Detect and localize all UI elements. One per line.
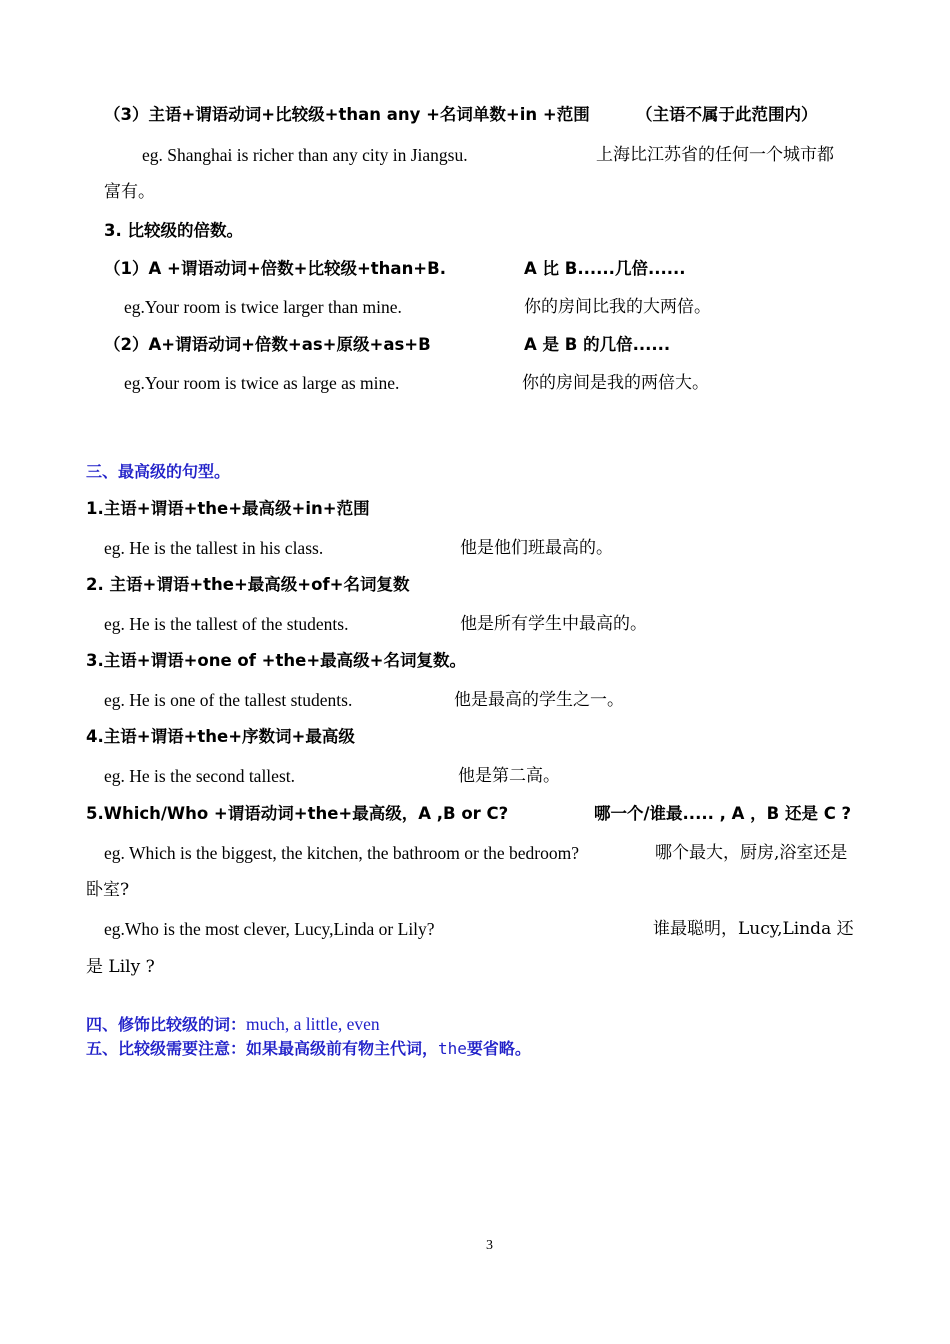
example-cn: 哪个最大，厨房,浴室还是 xyxy=(655,843,848,863)
example-cn: 谁最聪明，Lucy,Linda 还 xyxy=(653,919,854,939)
rule-ordinal: 4.主语+谓语+the+序数词+最高级 xyxy=(86,727,355,746)
example-cn: 他是所有学生中最高的。 xyxy=(460,614,647,634)
section-notice-label: 五、比较级需要注意：如果最高级前有物主代词， xyxy=(86,1039,439,1058)
example-cn: 上海比江苏省的任何一个城市都 xyxy=(596,145,834,165)
rule-times-than-cn: A 比 B......几倍...... xyxy=(524,259,686,278)
rule-which-who-cn: 哪一个/谁最..... , A ，B 还是 C ? xyxy=(594,804,852,823)
rule-than-any: （3）主语+谓语动词+比较级+than any +名词单数+in +范围 xyxy=(104,105,590,124)
section-heading-times: 3. 比较级的倍数。 xyxy=(104,221,243,240)
rule-one-of: 3.主语+谓语+one of +the+最高级+名词复数。 xyxy=(86,651,466,670)
example-cn: 你的房间是我的两倍大。 xyxy=(522,373,709,393)
section-modifiers xyxy=(86,1012,380,1037)
section-modifiers-label: 四、修饰比较级的词： xyxy=(86,1015,247,1034)
rule-which-who: 5.Which/Who +谓语动词+the+最高级，A ,B or C? xyxy=(86,804,509,823)
example-en: eg.Your room is twice larger than mine. xyxy=(124,297,402,317)
example-en: eg.Who is the most clever, Lucy,Linda or Lily? xyxy=(104,919,435,939)
example-cn-cont: 卧室? xyxy=(86,880,130,900)
page-number: 3 xyxy=(486,1238,493,1253)
rule-superlative-in: 1.主语+谓语+the+最高级+in+范围 xyxy=(86,499,370,518)
example-en: eg.Your room is twice as large as mine. xyxy=(124,373,400,393)
example-cn: 他是第二高。 xyxy=(458,766,560,786)
example-en: eg. He is one of the tallest students. xyxy=(104,690,353,710)
rule-note: （主语不属于此范围内） xyxy=(636,105,818,124)
example-cn: 他是最高的学生之一。 xyxy=(454,690,624,710)
keyword-the: the xyxy=(438,1039,467,1058)
section-notice xyxy=(86,1037,531,1061)
rule-times-than: （1）A +谓语动词+倍数+比较级+than+B. xyxy=(104,259,446,278)
section-heading-superlative: 三、最高级的句型。 xyxy=(86,462,231,481)
rule-times-as-cn: A 是 B 的几倍...... xyxy=(524,335,671,354)
example-en: eg. Shanghai is richer than any city in Jiangsu. xyxy=(142,145,468,165)
example-en: eg. Which is the biggest, the kitchen, the bathroom or the bedroom? xyxy=(104,843,579,863)
section-notice-tail: 要省略。 xyxy=(466,1039,531,1058)
example-cn: 你的房间比我的大两倍。 xyxy=(524,297,711,317)
example-en: eg. He is the tallest in his class. xyxy=(104,538,324,558)
example-en: eg. He is the second tallest. xyxy=(104,766,295,786)
rule-times-as: （2）A+谓语动词+倍数+as+原级+as+B xyxy=(104,335,431,354)
example-en: eg. He is the tallest of the students. xyxy=(104,614,349,634)
example-cn: 他是他们班最高的。 xyxy=(460,538,613,558)
example-cn-cont: 是 Lily ? xyxy=(86,957,155,977)
example-cn-cont: 富有。 xyxy=(104,182,155,202)
modifier-words: much, a little, even xyxy=(246,1014,380,1034)
rule-superlative-of: 2. 主语+谓语+the+最高级+of+名词复数 xyxy=(86,575,410,594)
